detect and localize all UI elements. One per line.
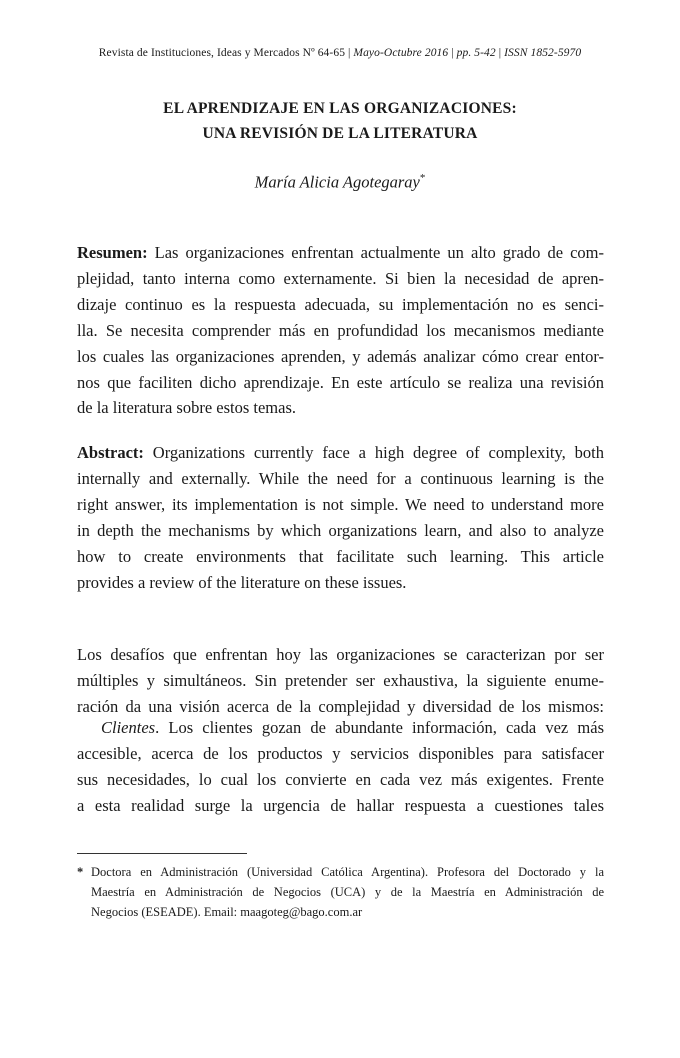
clientes-term: Clientes (101, 718, 156, 737)
text-line: los cuales las organizaciones aprenden, y además analizar cómo crear entor- (77, 346, 604, 366)
text-line: in depth the mechanisms by which organizations learn, and also to analyze (77, 520, 604, 540)
author-name: María Alicia Agotegaray (254, 172, 420, 192)
text-line: dizaje continuo es la respuesta adecuada, su implementación no es senci- (77, 294, 604, 314)
footnote-divider (77, 853, 247, 854)
text-line: Las organizaciones enfrentan actualmente un alto grado de com- (147, 243, 604, 262)
body-paragraph-intro (77, 642, 604, 720)
journal-pages: pp. 5-42 (456, 47, 496, 59)
text-line: internally and externally. While the need for a continuous learning is the (77, 468, 604, 488)
journal-period: Mayo-Octubre 2016 (353, 47, 449, 59)
text-line: nos que faciliten dicho aprendizaje. En este artículo se realiza una revisión (77, 372, 604, 392)
text-line: plejidad, tanto interna como externamente. Si bien la necesidad de apren- (77, 268, 604, 288)
text-line: múltiples y simultáneos. Sin pretender ser exhaustiva, la siguiente enume- (77, 670, 604, 690)
body-paragraph-clientes (77, 715, 604, 819)
text-line: a esta realidad surge la urgencia de hallar respuesta a cuestiones tales (77, 795, 604, 815)
header-separator: | (495, 47, 505, 59)
title-line-2: UNA REVISIÓN DE LA LITERATURA (202, 125, 478, 142)
text-line: de la literatura sobre estos temas. (77, 398, 297, 418)
text-line: . Los clientes gozan de abundante información, cada vez más (155, 718, 604, 737)
author-footnote-mark: * (419, 172, 426, 184)
footnote-line: Negocios (ESEADE). Email: maagoteg@bago.com.ar (91, 905, 363, 919)
text-line: provides a review of the literature on these issues. (77, 572, 407, 592)
journal-issn: ISSN 1852-5970 (504, 47, 582, 59)
author-footnote (77, 862, 604, 922)
header-separator: | (448, 47, 457, 59)
abstract-label: Abstract: (77, 443, 144, 462)
article-title (0, 96, 680, 146)
running-header (0, 47, 680, 59)
footnote-line: Maestría en Administración de Negocios (UCA) y de la Maestría en Administración de (91, 885, 604, 899)
text-line: Organizations currently face a high degree of complexity, both (143, 443, 604, 462)
author-byline (0, 172, 680, 193)
resumen-label: Resumen: (77, 243, 148, 262)
text-line: how to create environments that facilitate such learning. This article (77, 546, 604, 566)
journal-name: Revista de Instituciones, Ideas y Mercados Nº 64-65 (98, 47, 346, 59)
text-line: sus necesidades, lo cual los convierte en cada vez más exigentes. Frente (77, 769, 604, 789)
text-line: right answer, its implementation is not simple. We need to understand more (77, 494, 604, 514)
footnote-mark: * (77, 865, 84, 879)
text-line: Los desafíos que enfrentan hoy las organizaciones se caracterizan por ser (77, 645, 604, 664)
text-line: accesible, acerca de los productos y servicios disponibles para satisfacer (77, 743, 604, 763)
header-separator: | (345, 47, 354, 59)
abstract-paragraph (77, 440, 604, 595)
resumen-paragraph (77, 240, 604, 421)
title-line-1: EL APRENDIZAJE EN LAS ORGANIZACIONES: (163, 100, 517, 117)
text-line: lla. Se necesita comprender más en profundidad los mecanismos mediante (77, 320, 604, 340)
footnote-line: Doctora en Administración (Universidad Católica Argentina). Profesora del Doctorado y la (91, 865, 604, 879)
text-line: ración da una visión acerca de la complejidad y diversidad de los mismos: (77, 696, 604, 716)
